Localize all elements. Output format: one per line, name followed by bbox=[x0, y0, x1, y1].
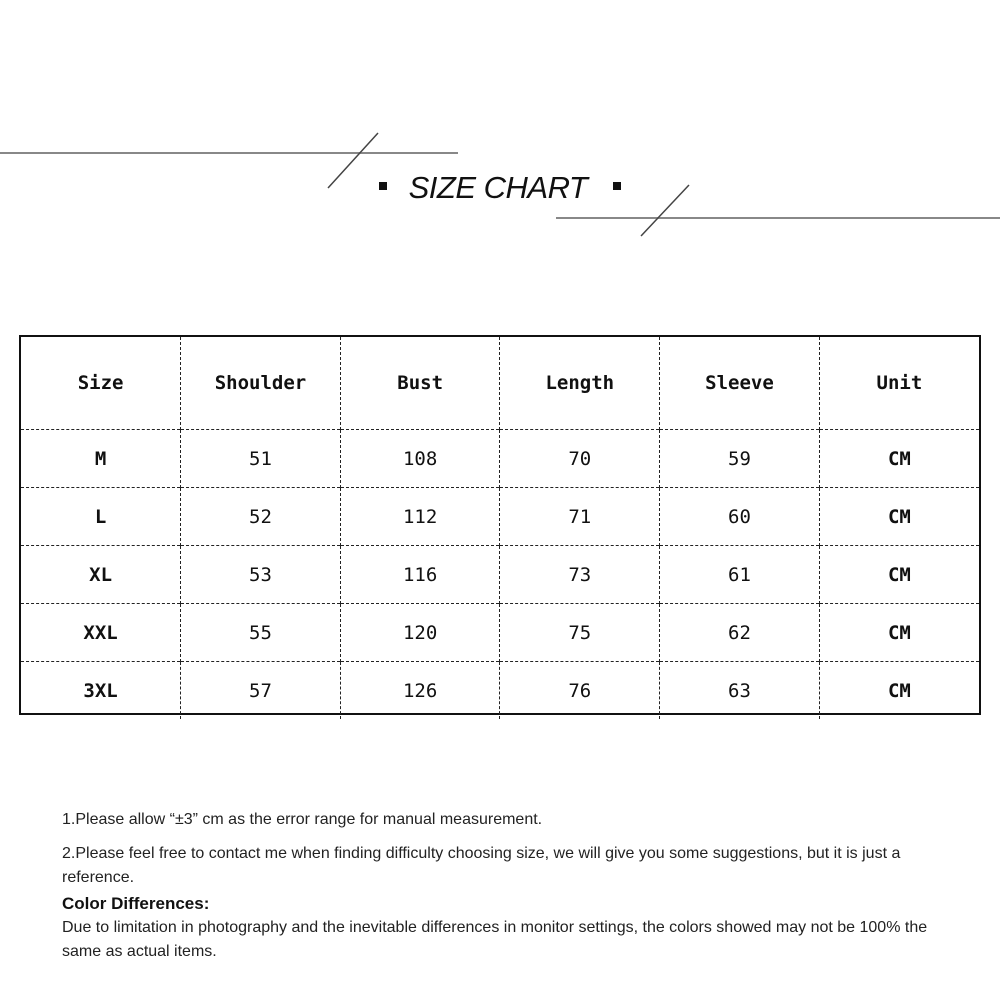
table-row bbox=[21, 604, 979, 662]
cell-bust: 126 bbox=[340, 662, 500, 720]
table-row bbox=[21, 662, 979, 720]
cell-bust: 108 bbox=[340, 430, 500, 488]
size-notes bbox=[62, 808, 942, 964]
size-table bbox=[19, 335, 981, 715]
cell-size: 3XL bbox=[21, 662, 181, 720]
header-sleeve: Sleeve bbox=[660, 337, 820, 430]
title-text: SIZE CHART bbox=[408, 169, 588, 205]
cell-length: 71 bbox=[500, 488, 660, 546]
cell-shoulder: 53 bbox=[181, 546, 341, 604]
header-size: Size bbox=[77, 372, 124, 394]
cell-sleeve: 63 bbox=[660, 662, 820, 720]
cell-shoulder: 52 bbox=[181, 488, 341, 546]
header-bust: Bust bbox=[340, 337, 500, 430]
cell-sleeve: 60 bbox=[660, 488, 820, 546]
table-header-row bbox=[21, 337, 979, 430]
note-contact: 2.Please feel free to contact me when finding difficulty choosing size, we will give you some suggestions, but it is just a reference. bbox=[62, 845, 901, 886]
cell-unit: CM bbox=[819, 604, 979, 662]
cell-unit: CM bbox=[819, 430, 979, 488]
cell-size: M bbox=[21, 430, 181, 488]
header-unit: Unit bbox=[819, 337, 979, 430]
cell-size: L bbox=[21, 488, 181, 546]
color-differences-heading: Color Differences: bbox=[62, 894, 210, 913]
cell-bust: 116 bbox=[340, 546, 500, 604]
cell-shoulder: 51 bbox=[181, 430, 341, 488]
table-row bbox=[21, 546, 979, 604]
cell-unit: CM bbox=[819, 488, 979, 546]
cell-length: 73 bbox=[500, 546, 660, 604]
title-bullet-right bbox=[613, 182, 621, 190]
cell-length: 70 bbox=[500, 430, 660, 488]
cell-unit: CM bbox=[819, 662, 979, 720]
cell-length: 76 bbox=[500, 662, 660, 720]
table-row bbox=[21, 488, 979, 546]
header-shoulder: Shoulder bbox=[181, 337, 341, 430]
cell-length: 75 bbox=[500, 604, 660, 662]
note-measurement-error: 1.Please allow “±3” cm as the error range for manual measurement. bbox=[62, 811, 543, 828]
cell-sleeve: 62 bbox=[660, 604, 820, 662]
cell-bust: 120 bbox=[340, 604, 500, 662]
cell-shoulder: 57 bbox=[181, 662, 341, 720]
cell-shoulder: 55 bbox=[181, 604, 341, 662]
cell-sleeve: 61 bbox=[660, 546, 820, 604]
size-chart-title bbox=[0, 168, 1000, 206]
color-differences-text: Due to limitation in photography and the inevitable differences in monitor settings, the colors showed may not be 100% the same as actual items. bbox=[62, 919, 928, 960]
cell-sleeve: 59 bbox=[660, 430, 820, 488]
cell-size: XL bbox=[21, 546, 181, 604]
cell-size: XXL bbox=[21, 604, 181, 662]
header-length: Length bbox=[500, 337, 660, 430]
cell-unit: CM bbox=[819, 546, 979, 604]
size-table-grid bbox=[21, 337, 979, 719]
table-row bbox=[21, 430, 979, 488]
cell-bust: 112 bbox=[340, 488, 500, 546]
title-bullet-left bbox=[379, 182, 387, 190]
